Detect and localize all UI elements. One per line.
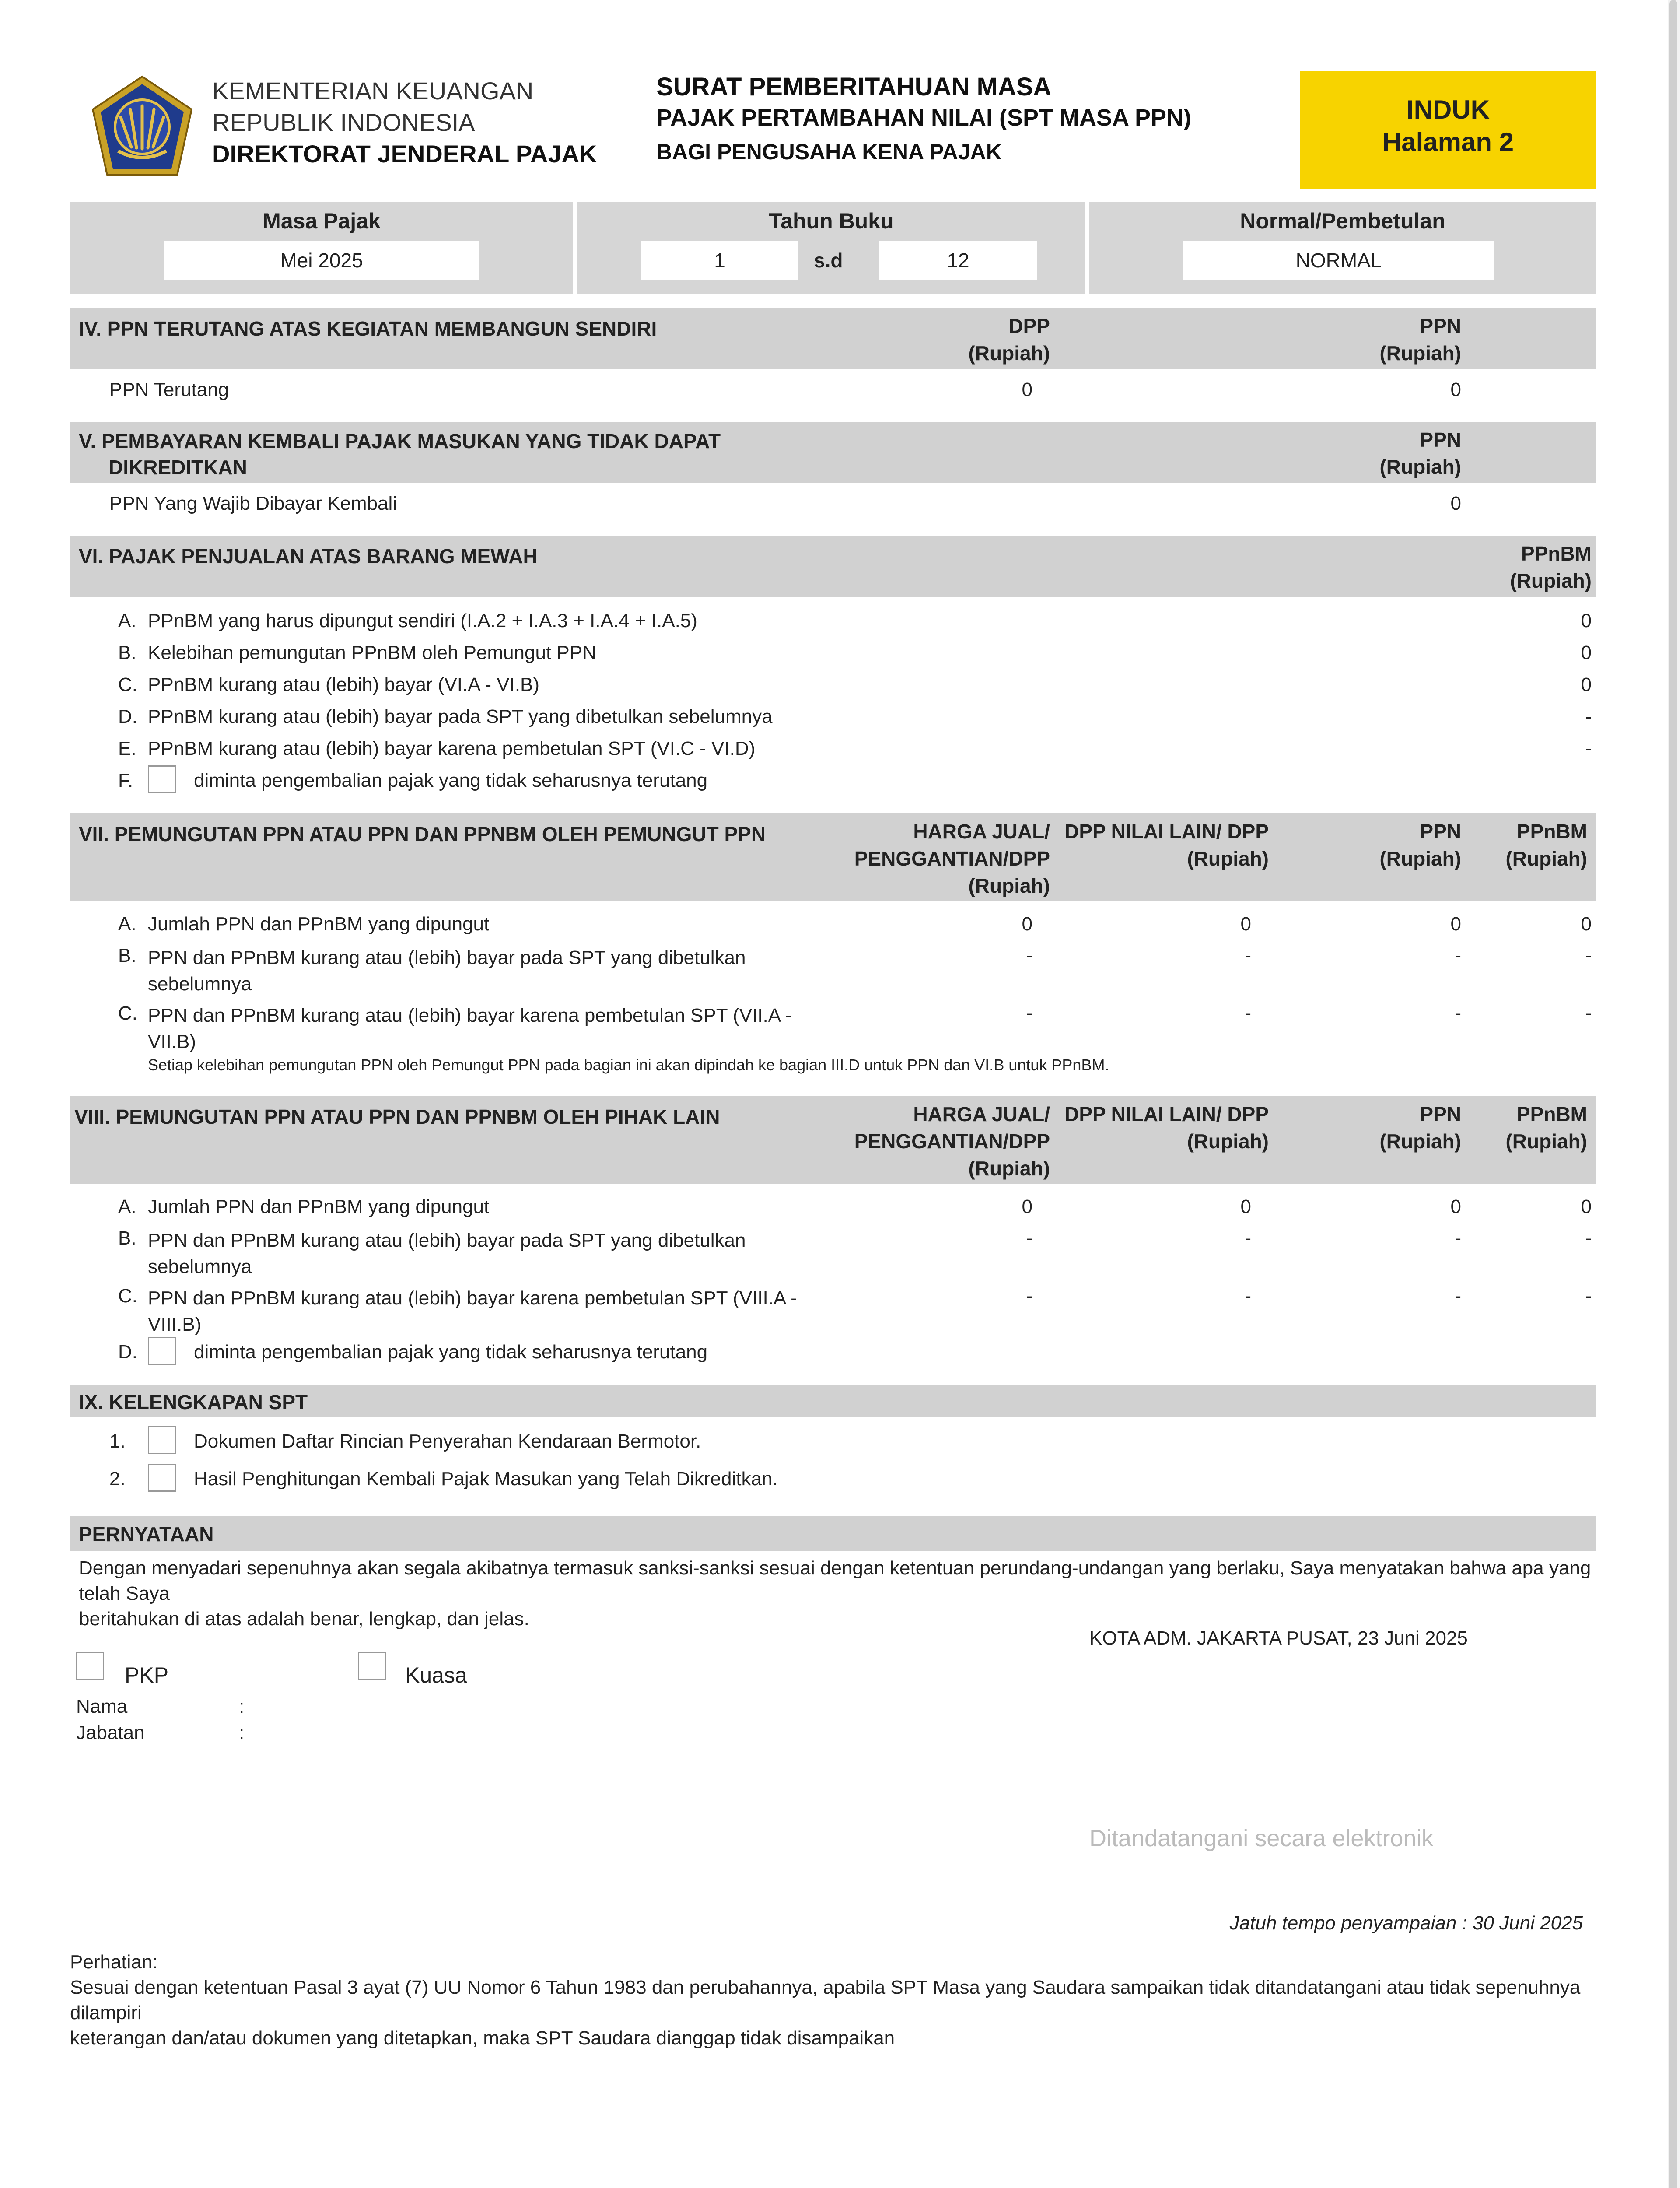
row-label-line1: PPN dan PPnBM kurang atau (lebih) bayar karena pembetulan SPT (VIII.A - xyxy=(148,1287,797,1309)
section-v-title xyxy=(79,428,721,480)
tahun-buku-from: 1 xyxy=(641,241,798,280)
row-letter: D. xyxy=(118,706,137,727)
row-label: Kelebihan pemungutan PPnBM oleh Pemungut PPN xyxy=(148,642,596,663)
row-label-line2: VIII.B) xyxy=(148,1314,202,1335)
section-viii-header xyxy=(70,1096,1596,1184)
section-viii-row-c xyxy=(70,1282,1596,1337)
row-value: 0 xyxy=(1581,610,1592,631)
pkp-checkbox[interactable] xyxy=(76,1652,104,1680)
col-ppn-header xyxy=(1330,1101,1461,1155)
section-vii-row-a xyxy=(70,910,1596,941)
row-label: PPnBM kurang atau (lebih) bayar (VI.A - VI.B) xyxy=(148,674,540,695)
col-ppnbm-label: PPnBM xyxy=(1517,820,1587,843)
row-label xyxy=(148,945,746,997)
normal-pembetulan-value: NORMAL xyxy=(1183,241,1494,280)
masa-pajak-value: Mei 2025 xyxy=(164,241,479,280)
row-label xyxy=(148,1285,797,1338)
row-value: - xyxy=(1585,706,1592,727)
normal-pembetulan-label: Normal/Pembetulan xyxy=(1240,209,1446,233)
section-vii-note-row xyxy=(70,1054,1596,1096)
pernyataan-title: PERNYATAAN xyxy=(79,1523,214,1546)
section-ix-header xyxy=(70,1385,1596,1417)
scrollbar-track[interactable] xyxy=(1668,0,1680,2188)
row-letter: A. xyxy=(118,1196,136,1217)
masa-pajak-label: Masa Pajak xyxy=(262,209,381,233)
row-label-line2: VII.B) xyxy=(148,1031,196,1052)
row-value-ppn: 0 xyxy=(1450,913,1461,935)
kelengkapan-checkbox-1[interactable] xyxy=(148,1426,176,1454)
section-v-ppn-header xyxy=(1234,426,1461,480)
nama-colon: : xyxy=(239,1696,245,1717)
perhatian-title: Perhatian: xyxy=(70,1951,158,1973)
col-harga-jual-line2: PENGGANTIAN/DPP xyxy=(854,1130,1050,1153)
ppn-dibayar-kembali-value: 0 xyxy=(1450,493,1461,514)
row-label: PPnBM yang harus dipungut sendiri (I.A.2 + I.A.3 + I.A.4 + I.A.5) xyxy=(148,610,697,631)
col-dpp-nilai-lain-header xyxy=(1015,818,1269,872)
col-ppnbm-unit: (Rupiah) xyxy=(1505,1130,1587,1153)
tahun-buku-to: 12 xyxy=(879,241,1037,280)
row-letter: B. xyxy=(118,1227,136,1249)
row-letter: C. xyxy=(118,1003,137,1024)
col-ppnbm-header xyxy=(1456,818,1587,872)
badge-page: Halaman 2 xyxy=(1382,127,1514,157)
normal-pembetulan-cell xyxy=(1089,202,1596,294)
jabatan-label: Jabatan xyxy=(76,1722,145,1743)
col-ppn-label: PPN xyxy=(1420,1103,1461,1126)
col-ppn-unit: (Rupiah) xyxy=(1379,847,1461,870)
col-ppn-header xyxy=(1330,818,1461,872)
col-ppn-label: PPN xyxy=(1420,428,1461,451)
tahun-buku-sd: s.d xyxy=(814,249,843,272)
row-value-ppnbm: - xyxy=(1585,945,1592,966)
row-label: Jumlah PPN dan PPnBM yang dipungut xyxy=(148,913,490,935)
section-vi-ppnbm-header xyxy=(1426,540,1592,594)
due-date-block xyxy=(70,1836,1596,1950)
row-value-harga-jual: 0 xyxy=(1022,913,1032,935)
row-label: Jumlah PPN dan PPnBM yang dipungut xyxy=(148,1196,490,1217)
section-iv-title: IV. PPN TERUTANG ATAS KEGIATAN MEMBANGUN SENDIRI xyxy=(79,317,657,340)
row-label xyxy=(148,1227,746,1280)
tahun-buku-label: Tahun Buku xyxy=(769,209,894,233)
ministry-name: KEMENTERIAN KEUANGAN xyxy=(212,77,534,105)
due-date: Jatuh tempo penyampaian : 30 Juni 2025 xyxy=(1229,1912,1583,1934)
section-ix-title: IX. KELENGKAPAN SPT xyxy=(79,1391,308,1413)
signer-block xyxy=(70,1652,1596,1851)
col-dpp-nilai-lain-unit: (Rupiah) xyxy=(1187,847,1269,870)
form-title xyxy=(656,72,1191,167)
section-viii-row-b xyxy=(70,1224,1596,1282)
col-harga-jual-header xyxy=(801,1101,1050,1182)
section-vi-row-c xyxy=(70,670,1596,701)
col-dpp-nilai-lain-header xyxy=(1015,1101,1269,1155)
row-label-line2: sebelumnya xyxy=(148,1256,252,1277)
ministry-country: REPUBLIK INDONESIA xyxy=(212,109,475,136)
electronic-signature-text: Ditandatangani secara elektronik xyxy=(1089,1825,1434,1851)
section-vii-header xyxy=(70,813,1596,901)
row-value-dpp-nilai-lain: 0 xyxy=(1240,913,1251,935)
section-vii-row-b xyxy=(70,941,1596,999)
col-ppnbm-label: PPnBM xyxy=(1517,1103,1587,1126)
item-label: Dokumen Daftar Rincian Penyerahan Kendaraan Bermotor. xyxy=(194,1431,701,1452)
row-value-harga-jual: - xyxy=(1026,1003,1032,1024)
kuasa-label: Kuasa xyxy=(405,1663,467,1687)
ppn-dibayar-kembali-row xyxy=(70,483,1596,536)
form-title-line3: BAGI PENGUSAHA KENA PAJAK xyxy=(656,140,1002,164)
col-harga-jual-line1: HARGA JUAL/ xyxy=(913,1103,1050,1126)
section-vii-title: VII. PEMUNGUTAN PPN ATAU PPN DAN PPNBM OLEH PEMUNGUT PPN xyxy=(79,823,766,845)
row-value-ppnbm: - xyxy=(1585,1003,1592,1024)
section-iv-dpp-header xyxy=(822,312,1050,367)
kelengkapan-item-1 xyxy=(70,1426,1596,1464)
col-harga-jual-line2: PENGGANTIAN/DPP xyxy=(854,847,1050,870)
col-harga-jual-unit: (Rupiah) xyxy=(968,874,1050,897)
col-harga-jual-header xyxy=(801,818,1050,899)
row-letter: B. xyxy=(118,642,136,663)
perhatian-line1: Sesuai dengan ketentuan Pasal 3 ayat (7) UU Nomor 6 Tahun 1983 dan perubahannya, apabila SPT Masa yang Saudara sampaikan tidak ditandatangani atau tidak sepenuhnya dilampiri xyxy=(70,1977,1581,2023)
item-label: Hasil Penghitungan Kembali Pajak Masukan yang Telah Dikreditkan. xyxy=(194,1468,778,1490)
perhatian-block xyxy=(70,1950,1596,2049)
item-number: 2. xyxy=(109,1468,126,1490)
jabatan-colon: : xyxy=(239,1722,245,1743)
row-letter: D. xyxy=(118,1341,137,1363)
badge-type: INDUK xyxy=(1407,95,1490,124)
ppn-terutang-label: PPN Terutang xyxy=(109,379,229,400)
col-dpp-nilai-lain-line1: DPP NILAI LAIN/ DPP xyxy=(1064,820,1269,843)
row-value-ppn: - xyxy=(1455,1003,1461,1024)
col-ppn-label: PPN xyxy=(1420,820,1461,843)
row-value: 0 xyxy=(1581,674,1592,695)
col-ppn-unit: (Rupiah) xyxy=(1379,456,1461,478)
kuasa-checkbox[interactable] xyxy=(358,1652,386,1680)
row-letter: A. xyxy=(118,913,136,935)
col-dpp-nilai-lain-unit: (Rupiah) xyxy=(1187,1130,1269,1153)
col-ppnbm-unit: (Rupiah) xyxy=(1510,569,1592,592)
col-ppnbm-header xyxy=(1456,1101,1587,1155)
col-ppn-unit: (Rupiah) xyxy=(1379,1130,1461,1153)
row-letter: B. xyxy=(118,945,136,966)
section-iv-header xyxy=(70,308,1596,369)
row-value-harga-jual: 0 xyxy=(1022,1196,1032,1217)
row-value-harga-jual: - xyxy=(1026,945,1032,966)
pernyataan-text xyxy=(70,1551,1596,1652)
row-label: diminta pengembalian pajak yang tidak seharusnya terutang xyxy=(194,770,708,791)
section-vi-title: VI. PAJAK PENJUALAN ATAS BARANG MEWAH xyxy=(79,545,538,568)
row-letter: C. xyxy=(118,674,137,695)
section-vi-row-f xyxy=(70,765,1596,813)
section-viii-row-d xyxy=(70,1337,1596,1385)
row-value-ppn: 0 xyxy=(1450,1196,1461,1217)
section-vi-row-a xyxy=(70,606,1596,638)
section-viii-title: VIII. PEMUNGUTAN PPN ATAU PPN DAN PPNBM OLEH PIHAK LAIN xyxy=(74,1105,720,1128)
item-number: 1. xyxy=(109,1431,126,1452)
row-value-ppn: - xyxy=(1455,1285,1461,1307)
row-label-line1: PPN dan PPnBM kurang atau (lebih) bayar pada SPT yang dibetulkan xyxy=(148,947,746,968)
col-dpp-label: DPP xyxy=(1008,315,1050,337)
section-iv-ppn-header xyxy=(1234,312,1461,367)
period-info-band xyxy=(70,202,1596,294)
row-value-dpp-nilai-lain: - xyxy=(1245,945,1251,966)
section-vi-refund-checkbox[interactable] xyxy=(148,765,176,793)
place-date: KOTA ADM. JAKARTA PUSAT, 23 Juni 2025 xyxy=(1089,1627,1468,1649)
scrollbar-thumb[interactable] xyxy=(1670,0,1677,2188)
row-value-ppnbm: 0 xyxy=(1581,913,1592,935)
section-viii-refund-checkbox[interactable] xyxy=(148,1337,176,1365)
pernyataan-header xyxy=(70,1516,1596,1551)
section-v-header xyxy=(70,422,1596,483)
row-value-ppn: - xyxy=(1455,945,1461,966)
row-value-harga-jual: - xyxy=(1026,1285,1032,1307)
row-label xyxy=(148,1003,792,1055)
kemenkeu-logo-icon xyxy=(88,74,197,179)
document-page xyxy=(70,66,1596,2049)
page-badge xyxy=(1300,71,1596,189)
row-value: 0 xyxy=(1581,642,1592,663)
row-label: diminta pengembalian pajak yang tidak seharusnya terutang xyxy=(194,1341,708,1363)
col-ppnbm-label: PPnBM xyxy=(1521,542,1592,565)
ppn-terutang-ppn: 0 xyxy=(1450,379,1461,400)
kelengkapan-item-2 xyxy=(70,1464,1596,1512)
section-vi-header xyxy=(70,536,1596,597)
pernyataan-paragraph xyxy=(79,1556,1597,1632)
section-v-title-line2: DIKREDITKAN xyxy=(108,456,247,479)
row-label: PPnBM kurang atau (lebih) bayar pada SPT yang dibetulkan sebelumnya xyxy=(148,706,773,727)
row-letter: A. xyxy=(118,610,136,631)
perhatian-paragraph xyxy=(70,1975,1596,2051)
kelengkapan-checkbox-2[interactable] xyxy=(148,1464,176,1492)
row-letter: C. xyxy=(118,1285,137,1307)
document-header xyxy=(70,66,1596,197)
col-ppnbm-unit: (Rupiah) xyxy=(1505,847,1587,870)
row-value-ppnbm: - xyxy=(1585,1285,1592,1307)
row-value-dpp-nilai-lain: - xyxy=(1245,1003,1251,1024)
row-value-ppnbm: - xyxy=(1585,1227,1592,1249)
row-value-dpp-nilai-lain: - xyxy=(1245,1285,1251,1307)
section-vii-note: Setiap kelebihan pemungutan PPN oleh Pemungut PPN pada bagian ini akan dipindah ke bagian III.D untuk PPN dan VI.B untuk PPnBM. xyxy=(148,1056,1110,1074)
pernyataan-line1: Dengan menyadari sepenuhnya akan segala akibatnya termasuk sanksi-sanksi sesuai dengan ketentuan perundang-undangan yang berlaku, Saya menyatakan bahwa apa yang telah Saya xyxy=(79,1557,1591,1604)
row-label: PPnBM kurang atau (lebih) bayar karena pembetulan SPT (VI.C - VI.D) xyxy=(148,738,756,759)
section-vi-row-e xyxy=(70,733,1596,765)
row-label-line2: sebelumnya xyxy=(148,973,252,995)
form-title-line2: PAJAK PERTAMBAHAN NILAI (SPT MASA PPN) xyxy=(656,105,1192,131)
directorate-name: DIREKTORAT JENDERAL PAJAK xyxy=(212,140,597,168)
ppn-terutang-row xyxy=(70,369,1596,422)
row-label-line1: PPN dan PPnBM kurang atau (lebih) bayar karena pembetulan SPT (VII.A - xyxy=(148,1005,792,1026)
row-label-line1: PPN dan PPnBM kurang atau (lebih) bayar pada SPT yang dibetulkan xyxy=(148,1230,746,1251)
section-viii-row-a xyxy=(70,1192,1596,1224)
row-value-dpp-nilai-lain: 0 xyxy=(1240,1196,1251,1217)
row-letter: E. xyxy=(118,738,136,759)
tahun-buku-cell xyxy=(578,202,1085,294)
form-title-line1: SURAT PEMBERITAHUAN MASA xyxy=(656,73,1052,101)
pkp-label: PKP xyxy=(125,1663,169,1687)
col-dpp-nilai-lain-line1: DPP NILAI LAIN/ DPP xyxy=(1064,1103,1269,1126)
col-ppn-label: PPN xyxy=(1420,315,1461,337)
section-vii-row-c xyxy=(70,999,1596,1054)
col-harga-jual-unit: (Rupiah) xyxy=(968,1157,1050,1180)
row-value-dpp-nilai-lain: - xyxy=(1245,1227,1251,1249)
row-letter: F. xyxy=(118,770,133,791)
masa-pajak-cell xyxy=(70,202,573,294)
section-vi-row-b xyxy=(70,638,1596,670)
pernyataan-line2: beritahukan di atas adalah benar, lengkap, dan jelas. xyxy=(79,1608,529,1630)
col-ppn-unit: (Rupiah) xyxy=(1379,342,1461,365)
col-harga-jual-line1: HARGA JUAL/ xyxy=(913,820,1050,843)
col-dpp-unit: (Rupiah) xyxy=(968,342,1050,365)
perhatian-line2: keterangan dan/atau dokumen yang ditetapkan, maka SPT Saudara dianggap tidak disampaikan xyxy=(70,2027,895,2049)
nama-label: Nama xyxy=(76,1696,128,1717)
section-v-title-line1: V. PEMBAYARAN KEMBALI PAJAK MASUKAN YANG TIDAK DAPAT xyxy=(79,430,721,452)
row-value-ppn: - xyxy=(1455,1227,1461,1249)
row-value-ppnbm: 0 xyxy=(1581,1196,1592,1217)
row-value-harga-jual: - xyxy=(1026,1227,1032,1249)
ppn-terutang-dpp: 0 xyxy=(1022,379,1032,400)
ministry-block xyxy=(212,75,597,170)
row-value: - xyxy=(1585,738,1592,759)
section-vi-row-d xyxy=(70,701,1596,733)
ppn-dibayar-kembali-label: PPN Yang Wajib Dibayar Kembali xyxy=(109,493,397,514)
